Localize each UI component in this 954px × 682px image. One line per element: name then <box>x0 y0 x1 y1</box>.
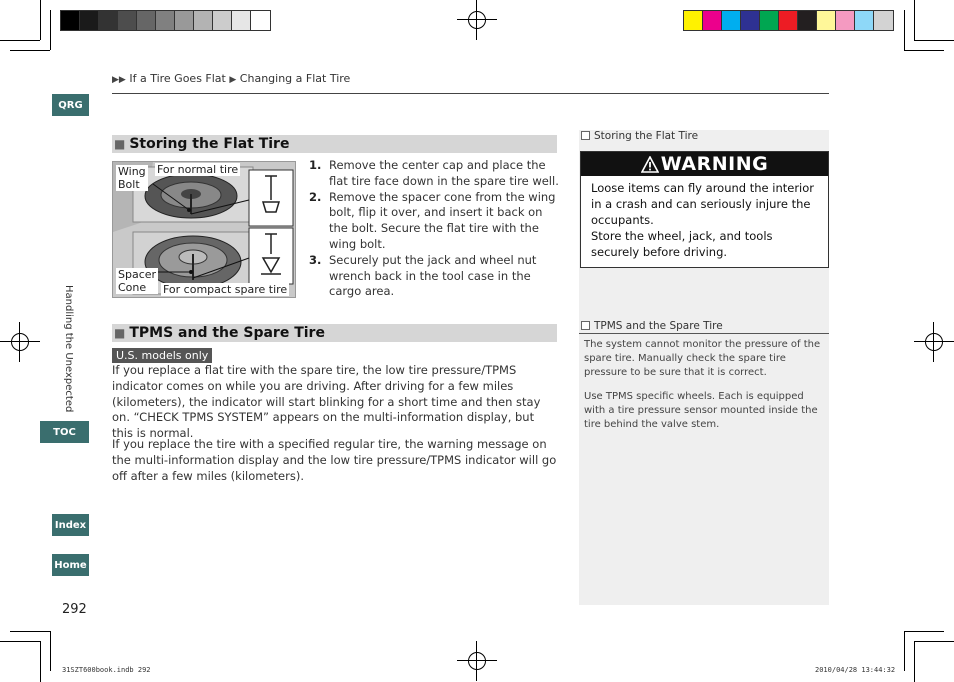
color-swatch <box>760 11 779 30</box>
tpms-paragraph-1: If you replace a flat tire with the spare tire, the low tire pressure/TPMS indicator comes on while you are driving. After driving for a few miles (kilometers), the indicator will start blinking for a short time and then stay on. “CHECK TPMS SYSTEM” appears on the multi-information display, but this is normal. <box>112 363 541 441</box>
list-item: 1. Remove the center cap and place the flat tire face down in the spare tire well. <box>309 158 559 188</box>
chapter-label: Handling the Unexpected <box>63 285 74 413</box>
color-swatch <box>836 11 855 30</box>
registration-crosshair <box>457 0 497 40</box>
color-swatch <box>61 11 80 30</box>
footer-file-info: 31SZT600book.indb 292 <box>62 666 151 674</box>
color-swatch <box>251 11 270 30</box>
registration-crosshair <box>914 322 954 362</box>
color-swatch <box>213 11 232 30</box>
breadcrumb-arrow-icon: ▶▶ <box>112 75 126 85</box>
compact-tire-label: For compact spare tire <box>163 283 288 296</box>
warning-text: Loose items can fly around the interior in a crash and can seriously injure the occupants. Store the wheel, jack, and tools securely before driving. <box>591 181 815 259</box>
square-bullet-icon: ■ <box>114 137 126 151</box>
sidebar-heading-storing[interactable]: Storing the Flat Tire <box>579 130 829 143</box>
home-tab-label: Home <box>54 559 87 571</box>
note-icon <box>581 321 590 330</box>
crop-mark <box>0 40 40 41</box>
breadcrumb-arrow-icon: ▶ <box>229 75 237 85</box>
color-swatch <box>99 11 118 30</box>
tpms-paragraph-2: If you replace the tire with a specified regular tire, the warning message on the multi-information display and the low tire pressure/TPMS indicator will go off after a few miles (kilometers). <box>112 437 557 483</box>
breadcrumb-current: Changing a Flat Tire <box>239 72 351 85</box>
storing-tire-illustration <box>112 161 296 298</box>
color-swatch <box>156 11 175 30</box>
warning-banner: WARNING <box>581 152 828 176</box>
normal-tire-label: For normal tire <box>157 163 239 176</box>
gray-color-bar <box>60 10 271 31</box>
storing-steps-list <box>309 158 559 300</box>
breadcrumb <box>112 72 350 85</box>
color-swatch <box>80 11 99 30</box>
crop-mark <box>10 50 50 51</box>
crop-mark <box>40 0 41 40</box>
crop-mark <box>914 641 915 682</box>
color-swatch <box>722 11 741 30</box>
list-item: 2. Remove the spacer cone from the wing bolt, flip it over, and insert it back on the bolt. Secure the flat tire with the wing bolt. <box>309 189 556 251</box>
home-tab[interactable] <box>52 554 89 576</box>
registration-crosshair <box>0 322 40 362</box>
qrg-tab[interactable] <box>52 94 89 116</box>
spacer-cone-label: Spacer Cone <box>118 268 157 294</box>
index-tab-label: Index <box>54 519 87 531</box>
section-heading-tpms: ■ TPMS and the Spare Tire <box>112 324 557 342</box>
sidebar-note-1: The system cannot monitor the pressure of the spare tire. Manually check the spare tire pressure to be sure that it is correct. <box>584 339 821 378</box>
color-swatch <box>779 11 798 30</box>
square-bullet-icon: ■ <box>114 326 126 340</box>
list-item: 3. Securely put the jack and wheel nut wrench back in the tool case in the cargo area. <box>309 252 537 299</box>
toc-tab-label: TOC <box>53 426 76 438</box>
crop-mark <box>10 631 50 632</box>
footer-timestamp: 2010/04/28 13:44:32 <box>815 666 896 674</box>
sidebar-heading-tpms[interactable]: TPMS and the Spare Tire <box>579 320 829 334</box>
qrg-tab-label: QRG <box>58 99 83 111</box>
note-icon <box>581 131 590 140</box>
breadcrumb-link[interactable]: If a Tire Goes Flat <box>129 72 226 85</box>
crop-mark <box>904 631 905 671</box>
page-number: 292 <box>62 602 87 617</box>
color-swatch <box>798 11 817 30</box>
warning-triangle-icon <box>641 156 659 173</box>
crop-mark <box>904 50 944 51</box>
sidebar-note-2: Use TPMS specific wheels. Each is equipped with a tire pressure sensor mounted inside the tire behind the valve stem. <box>584 391 818 430</box>
color-swatch <box>817 11 836 30</box>
color-swatch <box>684 11 703 30</box>
crop-mark <box>914 641 954 642</box>
crop-mark <box>914 0 915 40</box>
crop-mark <box>50 10 51 50</box>
color-swatch <box>741 11 760 30</box>
color-swatch <box>194 11 213 30</box>
crop-mark <box>0 641 40 642</box>
warning-box <box>580 151 829 268</box>
color-swatch <box>703 11 722 30</box>
crop-mark <box>50 631 51 671</box>
registration-crosshair <box>457 641 497 681</box>
color-swatch <box>118 11 137 30</box>
section-heading-storing: ■ Storing the Flat Tire <box>112 135 557 153</box>
crop-mark <box>904 10 905 50</box>
crop-mark <box>904 631 944 632</box>
color-swatch <box>855 11 874 30</box>
index-tab[interactable] <box>52 514 89 536</box>
crop-mark <box>914 40 954 41</box>
wing-bolt-label: Wing Bolt <box>118 165 146 191</box>
crop-mark <box>40 641 41 682</box>
color-swatch <box>175 11 194 30</box>
process-color-bar <box>683 10 894 31</box>
us-models-badge: U.S. models only <box>112 348 212 363</box>
header-rule <box>112 93 829 94</box>
color-swatch <box>232 11 251 30</box>
color-swatch <box>874 11 893 30</box>
color-swatch <box>137 11 156 30</box>
toc-tab[interactable] <box>40 421 89 443</box>
